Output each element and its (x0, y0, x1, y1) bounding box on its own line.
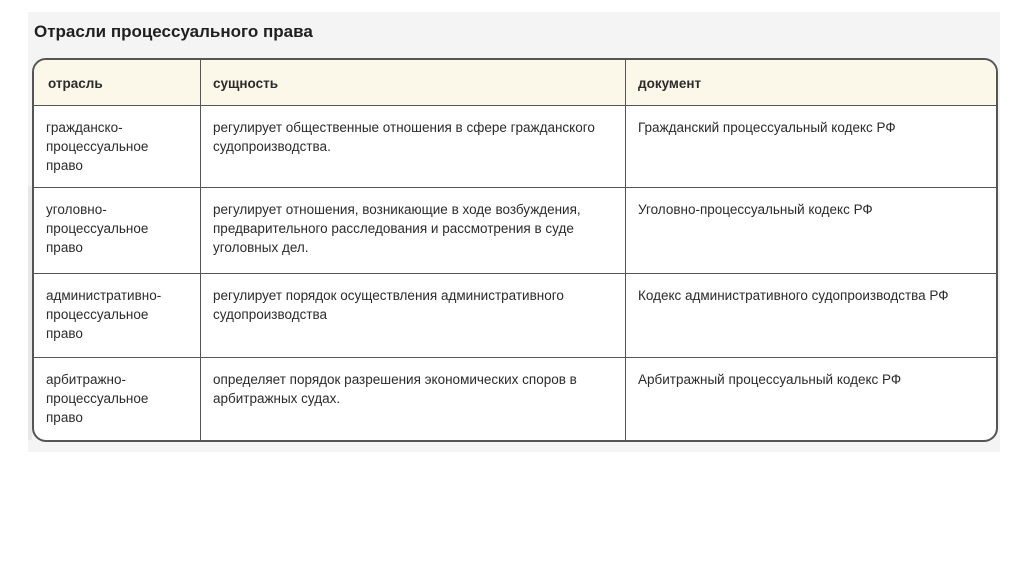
table-row (34, 188, 996, 274)
document-cell: Арбитражный процессуальный кодекс РФ (625, 358, 996, 442)
table-row (34, 274, 996, 358)
branch-cell: уголовно-процессуальное право (46, 202, 149, 255)
table-row (34, 106, 996, 188)
essence-cell: регулирует порядок осуществления административного судопроизводства (200, 274, 625, 357)
branch-cell: арбитражно-процессуальное право (46, 372, 149, 425)
header-document: документ (625, 60, 996, 105)
header-branch: отрасль (48, 76, 103, 91)
table-header-row (34, 60, 996, 106)
document-cell: Гражданский процессуальный кодекс РФ (625, 106, 996, 187)
document-cell: Уголовно-процессуальный кодекс РФ (625, 188, 996, 273)
branch-cell: административно-процессуальное право (46, 288, 162, 341)
essence-cell: определяет порядок разрешения экономических споров в арбитражных судах. (200, 358, 625, 442)
document-cell: Кодекс административного судопроизводства РФ (625, 274, 996, 357)
header-essence: сущность (200, 60, 625, 105)
table-row (34, 358, 996, 442)
branch-cell: гражданско-процессуальное право (46, 120, 149, 173)
page-title: Отрасли процессуального права (34, 22, 313, 41)
essence-cell: регулирует общественные отношения в сфере гражданского судопроизводства. (200, 106, 625, 187)
essence-cell: регулирует отношения, возникающие в ходе возбуждения, предварительного расследования и рассмотрения в суде уголовных дел. (200, 188, 625, 273)
law-branches-table (32, 58, 998, 442)
